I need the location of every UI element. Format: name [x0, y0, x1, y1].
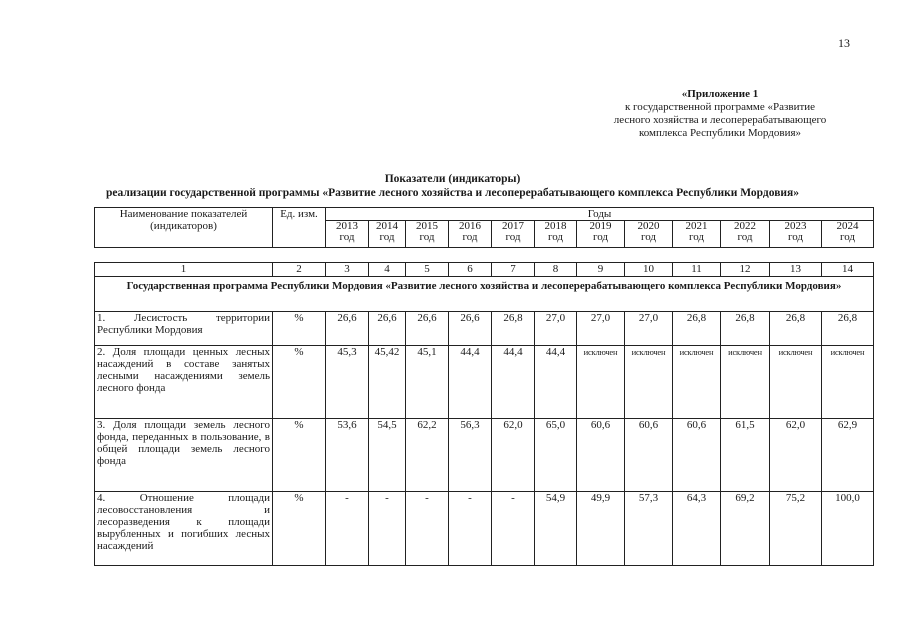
indicator-value: 26,8	[673, 312, 721, 346]
header-year-suffix: год	[419, 231, 435, 243]
header-year-value: 2023	[784, 220, 807, 232]
header-year	[625, 221, 673, 248]
header-year-value: 2016	[459, 220, 481, 232]
indicator-value: 26,8	[822, 312, 874, 346]
column-number: 8	[535, 263, 577, 277]
indicator-unit: %	[273, 419, 326, 492]
indicator-value: 44,4	[449, 346, 492, 419]
indicator-value: 54,9	[535, 492, 577, 566]
appendix-line: лесного хозяйства и лесоперерабатывающего	[613, 114, 827, 126]
indicator-name: 1. Лесистость территории Республики Мордовия	[95, 312, 273, 346]
indicator-value: 69,2	[721, 492, 770, 566]
indicator-name: 2. Доля площади ценных лесных насаждений в составе занятых лесными насаждениями земель лесного фонда	[95, 346, 273, 419]
indicator-value: -	[492, 492, 535, 566]
header-year	[326, 221, 369, 248]
indicator-value: 44,4	[492, 346, 535, 419]
header-year-value: 2022	[734, 220, 756, 232]
header-year	[369, 221, 406, 248]
indicator-value: 62,0	[492, 419, 535, 492]
header-year	[406, 221, 449, 248]
table-row	[95, 346, 874, 419]
header-year	[673, 221, 721, 248]
header-indicator-name: Наименование показателей (индикаторов)	[95, 208, 273, 248]
indicator-value: 53,6	[326, 419, 369, 492]
indicator-value: 60,6	[673, 419, 721, 492]
indicator-value: исключен	[577, 346, 625, 419]
header-unit: Ед. изм.	[273, 208, 326, 248]
header-year-value: 2018	[544, 220, 567, 232]
header-year-suffix: год	[737, 231, 753, 243]
header-year-value: 2015	[416, 220, 438, 232]
indicator-value: 100,0	[822, 492, 874, 566]
header-year	[822, 221, 874, 248]
column-number: 1	[95, 263, 273, 277]
indicator-unit: %	[273, 312, 326, 346]
indicator-value: исключен	[673, 346, 721, 419]
indicator-value: -	[449, 492, 492, 566]
header-year	[577, 221, 625, 248]
indicator-value: 64,3	[673, 492, 721, 566]
header-year-suffix: год	[339, 231, 355, 243]
indicator-value: 61,5	[721, 419, 770, 492]
indicator-value: 26,6	[406, 312, 449, 346]
header-year	[721, 221, 770, 248]
indicator-value: 45,3	[326, 346, 369, 419]
column-number: 6	[449, 263, 492, 277]
indicator-value: исключен	[770, 346, 822, 419]
indicator-value: -	[326, 492, 369, 566]
indicator-value: 75,2	[770, 492, 822, 566]
indicator-value: 27,0	[625, 312, 673, 346]
header-year-suffix: год	[592, 231, 609, 243]
column-number: 11	[673, 263, 721, 277]
header-years: Годы	[326, 208, 874, 221]
table-row	[95, 492, 874, 566]
indicator-value: исключен	[721, 346, 770, 419]
column-number: 12	[721, 263, 770, 277]
indicator-value: 26,6	[449, 312, 492, 346]
column-number: 4	[369, 263, 406, 277]
header-year-suffix: год	[379, 231, 395, 243]
indicator-value: 26,8	[721, 312, 770, 346]
indicator-unit: %	[273, 346, 326, 419]
header-year-value: 2019	[589, 220, 612, 232]
indicator-value: 45,42	[369, 346, 406, 419]
header-year-value: 2020	[637, 220, 660, 232]
table-row	[95, 312, 874, 346]
indicator-value: 27,0	[535, 312, 577, 346]
indicator-name: 3. Доля площади земель лесного фонда, переданных в пользование, в общей площади земель лесного фонда	[95, 419, 273, 492]
header-year-suffix: год	[840, 231, 856, 243]
table-row	[95, 419, 874, 492]
indicator-value: -	[369, 492, 406, 566]
appendix-line: комплекса Республики Мордовия»	[638, 127, 802, 139]
indicator-value: 45,1	[406, 346, 449, 419]
indicator-value: 26,8	[770, 312, 822, 346]
column-number: 14	[822, 263, 874, 277]
indicator-value: 56,3	[449, 419, 492, 492]
indicator-value: 26,6	[369, 312, 406, 346]
header-year-value: 2021	[685, 220, 708, 232]
header-year-value: 2014	[376, 220, 398, 232]
appendix-heading: «Приложение 1	[681, 88, 759, 100]
column-number: 13	[770, 263, 822, 277]
indicator-unit: %	[273, 492, 326, 566]
header-year	[492, 221, 535, 248]
column-number: 3	[326, 263, 369, 277]
header-year-value: 2024	[836, 220, 859, 232]
indicators-table-header	[94, 207, 874, 248]
column-number: 10	[625, 263, 673, 277]
header-year	[770, 221, 822, 248]
indicator-value: 26,8	[492, 312, 535, 346]
indicator-value: 26,6	[326, 312, 369, 346]
header-year-value: 2013	[336, 220, 358, 232]
column-number: 9	[577, 263, 625, 277]
indicator-value: 54,5	[369, 419, 406, 492]
indicator-value: 62,9	[822, 419, 874, 492]
header-year-suffix: год	[787, 231, 804, 243]
column-number: 2	[273, 263, 326, 277]
header-year-suffix: год	[547, 231, 564, 243]
indicator-value: исключен	[625, 346, 673, 419]
header-year-suffix: год	[640, 231, 657, 243]
indicator-value: -	[406, 492, 449, 566]
indicator-value: 60,6	[625, 419, 673, 492]
indicator-value: 62,2	[406, 419, 449, 492]
program-group-title: Государственная программа Республики Мордовия «Развитие лесного хозяйства и лесоперерабатывающего комплекса Республики Мордовия»	[95, 277, 874, 312]
indicator-value: 49,9	[577, 492, 625, 566]
column-number-row	[95, 263, 874, 277]
indicator-value: 62,0	[770, 419, 822, 492]
indicator-name: 4. Отношение площади лесовосстановления и лесоразведения к площади вырубленных и погибших лесных насаждений	[95, 492, 273, 566]
indicator-value: 44,4	[535, 346, 577, 419]
header-year-suffix: год	[688, 231, 705, 243]
column-number: 5	[406, 263, 449, 277]
indicator-value: 27,0	[577, 312, 625, 346]
header-year-value: 2017	[502, 220, 524, 232]
indicator-value: 57,3	[625, 492, 673, 566]
document-subtitle: реализации государственной программы «Развитие лесного хозяйства и лесоперерабатывающего комплекса Республики Мордовия»	[105, 187, 799, 199]
page-number: 13	[838, 36, 850, 50]
indicator-value: исключен	[822, 346, 874, 419]
header-year	[449, 221, 492, 248]
appendix-line: к государственной программе «Развитие	[624, 101, 816, 113]
indicator-value: 65,0	[535, 419, 577, 492]
header-year-suffix: год	[505, 231, 521, 243]
indicator-value: 60,6	[577, 419, 625, 492]
indicators-table	[94, 262, 874, 566]
header-year-suffix: год	[462, 231, 478, 243]
appendix-block	[560, 88, 880, 140]
column-number: 7	[492, 263, 535, 277]
document-title: Показатели (индикаторы)	[384, 173, 521, 185]
header-year	[535, 221, 577, 248]
